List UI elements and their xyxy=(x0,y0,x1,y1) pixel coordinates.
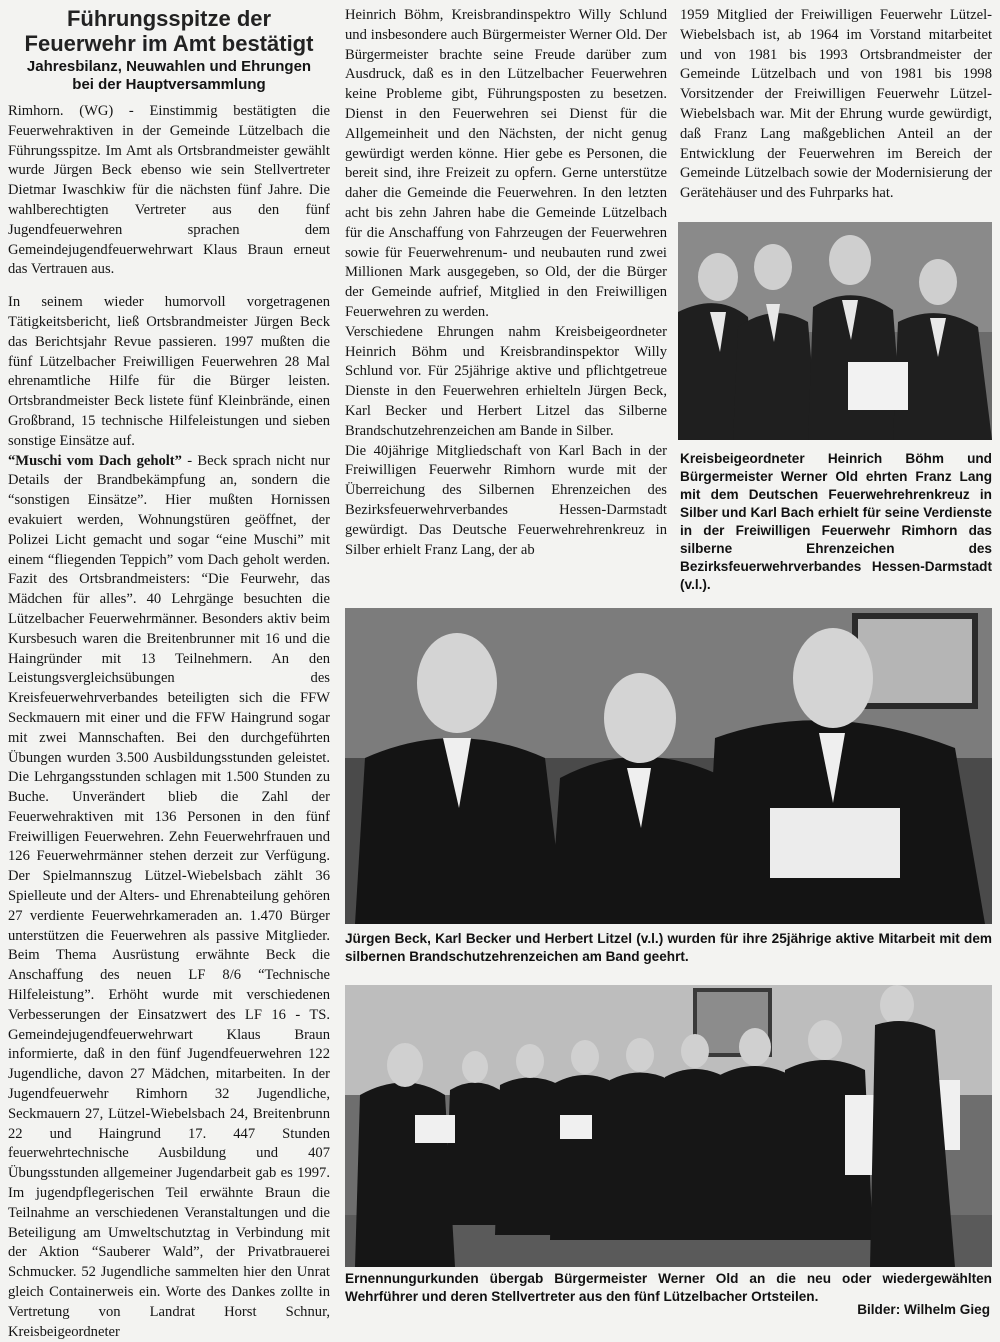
photo-award-recipients xyxy=(345,608,992,924)
inline-subheading: “Muschi vom Dach geholt” xyxy=(8,452,182,469)
caption-photo-2: Jürgen Beck, Karl Becker und Herbert Litzel (v.l.) wurden für ihre 25jährige aktive Mitarbeit mit dem silbernen Brandschutzehrenzeichen am Band geehrt. xyxy=(345,931,992,964)
article-column-1 xyxy=(8,6,330,1342)
paragraph-honors: Verschiedene Ehrungen nahm Kreisbeigeordneter Heinrich Böhm und Kreisbrandinspektor Willy Schlund vor. Für 25jährige aktive und pflichtgetreue Dienste in den Feuerwehren erhielteln Jürgen Beck, Karl Becker und Herbert Litzel das Silberne Brandschutzehrenzeichen am Bande in Silber. xyxy=(345,323,667,439)
headline-line-2: Feuerwehr im Amt bestätigt xyxy=(24,31,314,56)
caption-photo-1: Kreisbeigeordneter Heinrich Böhm und Bürgermeister Werner Old ehrten Franz Lang mit dem Deutschen Feuerwehrehrenkreuz in Silber und Karl Bach erhielt für seine Verdienste in der Freiwilligen Feuerwehr Rimhorn das silberne Ehrenzeichen des Bezirksfeuerwehrverbandes Hessen-Darmstadt (v.l.). xyxy=(680,451,992,592)
caption-photo-3: Ernennungurkunden übergab Bürgermeister Werner Old an die neu oder wiedergewählten Wehrführer und deren Stellvertreter aus den fünf Lützelbacher Ortsteilen. xyxy=(345,1271,992,1304)
paragraph-details-text: - Beck sprach nicht nur Details der Brandbekämpfung an, sondern die “sonstigen Einsätze”. Hier mußten Hornissen evakuiert werden, Wohnungstüren geöffnet, der Polizei Licht gemacht und sogar “eine Muschi” mit einem “fliegenden Teppich” vom Dach geholt werden. Fazit des Ortsbrandmeisters: “Die Feurwehr, das Mädchen für alles”. 40 Lehrgänge besuchten die Lützelbacher Feuerwehrmänner. Besonders aktiv beim Kursbesuch waren die Breitenbrunner mit 16 und die Haingründer mit 13 Teilnehmern. An den Leistungsvergleichsübungen des Kreisfeuerwehrverbandes beteiligten sich die FFW Seckmauern mit einer und die FFW Haingrund sogar mit zwei Mannschaften. Bei den durchgeführten Übungen wurden 3.500 Ausbildungsstunden geleistet. Die Lehrgangsstunden schlagen mit 1.500 Stunden zu Buche. Unverändert blieb die Zahl der Feuerwehraktiven mit 136 Personen in den fünf Freiwilligen Feuerwehren. Zehn Feuerwehrfrauen und 126 Feuerwehrmänner stehen derzeit zur Verfügung. Der Spielmannszug Lützel-Wiebelsbach zählt 36 Spielleute und der Alters- und Ehrenabteilung gehören 27 verdiente Feuerwehrkameraden an. 1.470 Bürger unterstützen die Feuerwehren als passive Mitglieder. Beim Thema Ausrüstung erwähnte Beck die Anschaffung des neuen LF 8/6 “Technische Hilfeleistung”. Erhöht wurde mit verschiedenen Verbesserungen der Einsatzwert des LF 16 - TS. Gemeindejugendfeuerwehrwart Klaus Braun informierte, daß in den fünf Jugendfeuerwehren 122 Jugendliche, davon 27 Mädchen, mitarbeiten. In der Jugendfeuerwehr Rimhorn 32 Jugendliche, Seckmauern 27, Lützel-Wiebelsbach 24, Breitenbrunn 22 und Haingrund 17. 447 Stunden feuerwehrtechnische Ausbildung und 407 Übungsstunden allgemeiner Jugendarbeit gab es 1997. Im jugendpflegerischen Teil erwähnte Braun die Teilnahme an verschiedenen Veranstaltungen und die Beteiligung am Umweltschutztag in Verbindung mit der Aktion “Sauberer Wald”, der Privatbrauerei Schmucker. 52 Jugendliche sammelten hier den Unrat gleich Containerweis ein. Worte des Dankes zollte in Vertretung von Landrat Horst Schnur, Kreisbeigeordneter xyxy=(8,452,330,1340)
photo-honorees-group xyxy=(678,222,992,440)
article-column-3 xyxy=(680,6,992,204)
subheadline xyxy=(8,58,330,94)
photo-1-image xyxy=(678,222,992,440)
subhead-line-1: Jahresbilanz, Neuwahlen und Ehrungen xyxy=(26,58,312,75)
headline-line-1: Führungsspitze der xyxy=(66,6,272,31)
paragraph-report: In seinem wieder humorvoll vorgetragenen Tätigkeitsbericht, ließ Ortsbrandmeister Jürgen Beck das Berichtsjahr Revue passieren. 1997 mußten die fünf Lützelbacher Freiwilligen Feuerwehren 28 Mal ehrenamtliche Hilfe für die Bürger leisten. Ortsbrandmeister Beck listete fünf Kleinbrände, einen Großbrand, 15 technische Hilfeleistungen und sieben sonstige Einsätze auf. xyxy=(8,294,330,449)
paragraph-intro: Rimhorn. (WG) - Einstimmig bestätigten die Feuerwehraktiven in der Gemeinde Lützelbach die Führungsspitze. Im Amt als Ortsbrandmeister gewählt wurde Jürgen Beck ebenso wie sein Stellvertreter Dietmar Iwaschkiw für die nächsten fünf Jahre. Die wahlberechtigten Vertreter aus den fünf Jugendfeuerwehren sprachen dem Gemeindejugendfeuerwehrwart Klaus Braun erneut das Vertrauen aus. xyxy=(8,103,330,278)
photo-3-image xyxy=(345,985,992,1267)
paragraph-membership: Die 40jährige Mitgliedschaft von Karl Bach in der Freiwilligen Feuerwehr Rimhorn wurde mit der Überreichung des Silbernen Ehrenzeichen des Bezirksfeuerwehrverbandes Hessen-Darmstadt gewürdigt. Das Deutsche Feuerwehrehrenkreuz in Silber erhielt Franz Lang, der ab xyxy=(345,442,667,558)
paragraph-franz-lang: 1959 Mitglied der Freiwilligen Feuerwehr Lützel-Wiebelsbach ist, ab 1964 im Vorstand mitarbeitet und von 1981 bis 1993 Ortsbrandmeister der Gemeinde Lützelbach und von 1981 bis 1998 Vorsitzender der Freiwilligen Feuerwehr Lützel-Wiebelsbach war. Mit der Ehrung wurde gewürdigt, daß Franz Lang maßgeblichen Anteil an der Entwicklung der Feuerwehren im Bereich der Gemeinde Lützelbach sowie der Modernisierung der Gerätehäuser und des Fuhrparks hat. xyxy=(680,7,992,202)
photo-2-image xyxy=(345,608,992,924)
paragraph-mayor: Heinrich Böhm, Kreisbrandinspektro Willy Schlund und insbesondere auch Bürgermeister Werner Old. Der Bürgermeister brachte seine Freude darüber zum Ausdruck, daß es in den Lützelbacher Feuerwehren keine Probleme gibt, Führungsposten zu besetzen. Dienst in den Feuerwehren sei Dienst für die Allgemeinheit und den Nächsten, der nicht genug gewürdigt werden könne. Hier gebe es Personen, die bereit sind, ihre Freizeit zu opfern. Gerne unterstütze daher die Gemeinde die Feuerwehren. In den letzten acht bis zehn Jahren habe die Gemeinde Lützelbach für die Anschaffung von Fahrzeugen der Feuerwehren sowie für Feuerwehrenum- und neubauten rund zwei Millionen Mark ausgegeben, so Old, der die Bürger der Gemeinde aufrief, Mitglied in den Freiwilligen Feuerwehren zu werden. xyxy=(345,7,667,320)
article-column-2 xyxy=(345,6,667,560)
photo-credit: Bilder: Wilhelm Gieg xyxy=(857,1302,990,1317)
subhead-line-2: bei der Hauptversammlung xyxy=(72,76,266,93)
paragraph-details xyxy=(8,452,330,1342)
headline xyxy=(8,6,330,56)
photo-certificate-ceremony xyxy=(345,985,992,1267)
